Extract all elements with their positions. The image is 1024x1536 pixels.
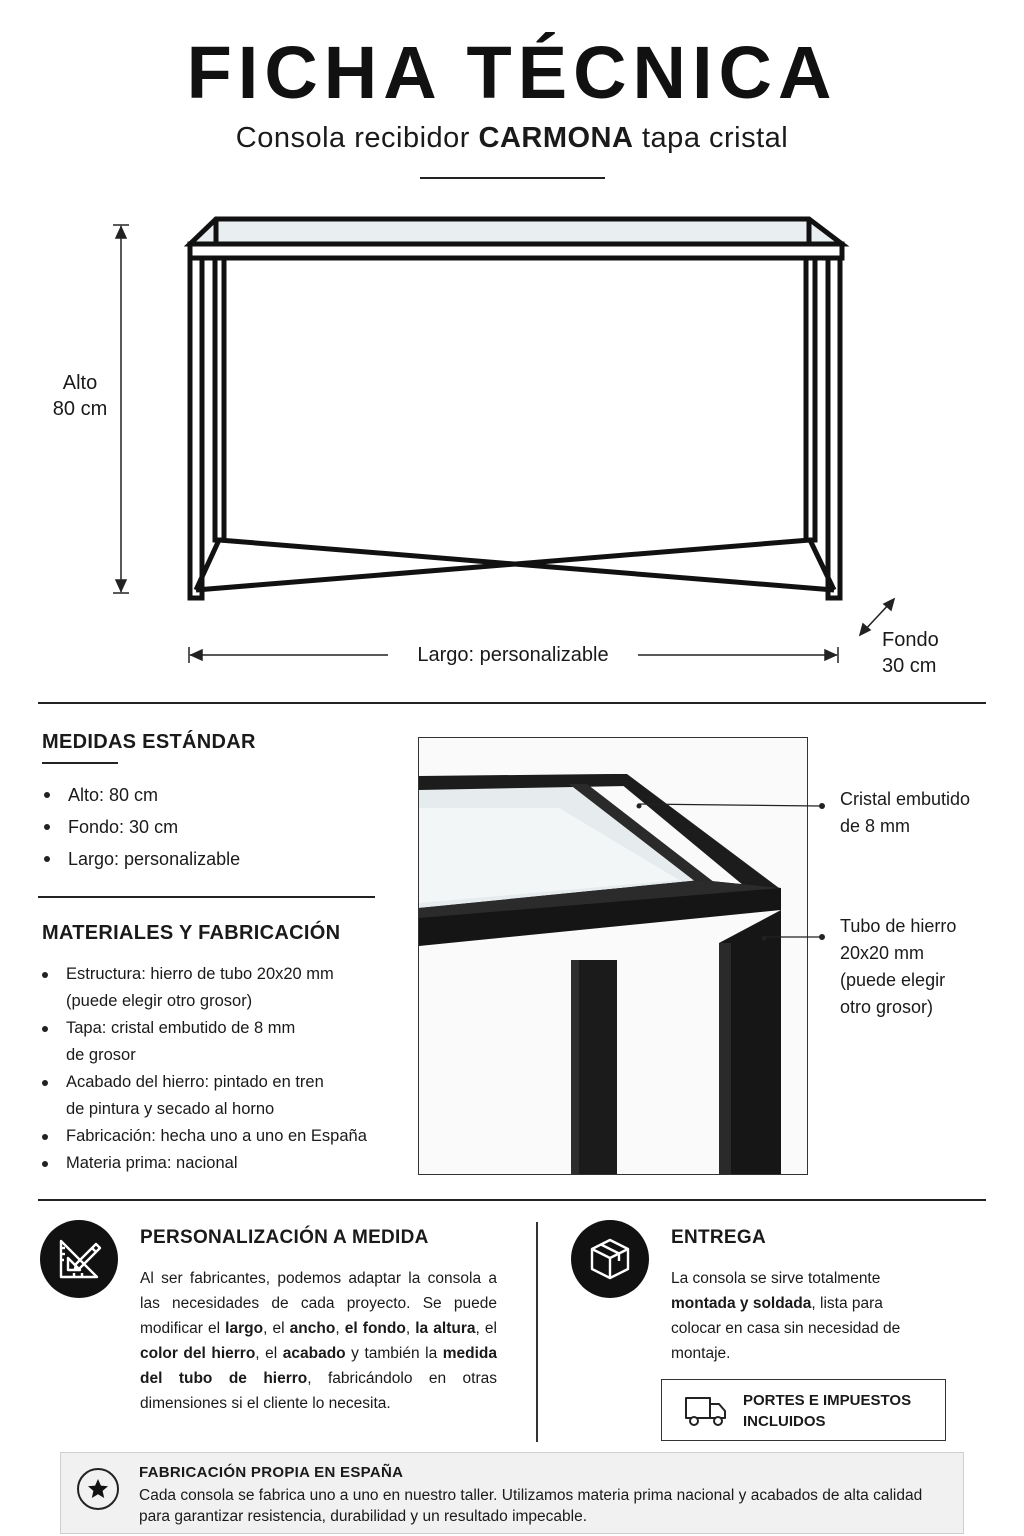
title-underline [420,177,605,179]
materiales-list [38,961,408,1177]
list-item [38,1069,408,1123]
box-icon [571,1220,649,1298]
glass-top [190,220,840,245]
ruler-pencil-icon [40,1220,118,1298]
item-line: de pintura y secado al horno [66,1100,275,1118]
star-icon [77,1468,119,1510]
item-line: (puede elegir otro grosor) [66,992,253,1010]
badge-text [743,1390,911,1432]
materiales-heading: MATERIALES Y FABRICACIÓN [42,922,341,944]
callout-line: de 8 mm [840,816,911,836]
height-label-title: Alto [62,372,98,394]
entrega-text-bold: montada y soldada [671,1295,812,1312]
callout-lines [630,790,830,950]
callout-glass [840,786,970,840]
shipping-badge [661,1379,946,1441]
item-line: de grosor [66,1046,136,1064]
list-item [38,1015,408,1069]
list-item: Largo: personalizable [40,843,370,875]
subtitle-text: Consola recibidor [235,122,470,154]
vertical-divider [536,1222,538,1442]
callout-line: 20x20 mm [840,943,925,963]
height-label [40,370,120,422]
console-frame [190,219,842,598]
item-line: Estructura: hierro de tubo 20x20 mm [66,965,334,983]
entrega-text-start: La consola se sirve totalmente [671,1270,881,1287]
list-item: Fondo: 30 cm [40,811,370,843]
callout-line: (puede elegir [840,970,946,990]
length-label: Largo: personalizable [417,644,609,666]
entrega-text-end: , lista para colocar en casa sin necesidad de montaje. [671,1295,901,1362]
truck-icon [684,1394,728,1428]
medidas-list [40,779,370,875]
callout-line: otro grosor) [840,997,934,1017]
page-title: FICHA TÉCNICA [186,31,838,114]
height-label-value: 80 cm [52,398,108,420]
footer-heading: FABRICACIÓN PROPIA EN ESPAÑA [139,1464,404,1481]
item-line: Tapa: cristal embutido de 8 mm [66,1019,296,1037]
medidas-underline [42,762,118,764]
medidas-divider [38,896,375,898]
list-item [38,961,408,1015]
callout-tube [840,913,956,1021]
page-subtitle [0,122,1024,155]
badge-line: PORTES E IMPUESTOS [743,1392,912,1409]
personalizacion-heading: PERSONALIZACIÓN A MEDIDA [140,1227,429,1248]
list-item: Materia prima: nacional [38,1150,408,1177]
list-item: Alto: 80 cm [40,779,370,811]
badge-line: INCLUIDOS [743,1413,826,1430]
callout-line: Cristal embutido [840,789,971,809]
console-drawing [0,200,1024,700]
footer-text: Cada consola se fabrica uno a uno en nuestro taller. Utilizamos materia prima nacional y acabados de alta calidad para garantizar resistencia, durabilidad y un resultado impecable. [139,1487,923,1525]
footer-box [60,1452,964,1534]
section-divider [38,702,986,704]
section-divider [38,1199,986,1201]
personalizacion-text: Al ser fabricantes, podemos adaptar la consola a las necesidades de cada proyecto. Se puede modificar el largo, el ancho, el fondo, la altura, el color del hierro, el acabado y también la medida del tubo de hierro, fabricándolo en otras dimensiones si el cliente lo necesita. [140,1270,498,1412]
item-line: Acabado del hierro: pintado en tren [66,1073,324,1091]
list-item: Fabricación: hecha uno a uno en España [38,1123,408,1150]
callout-line: Tubo de hierro [840,916,957,936]
entrega-heading: ENTREGA [671,1227,766,1248]
entrega-text [671,1266,911,1366]
depth-label-title: Fondo [882,629,939,651]
medidas-heading: MEDIDAS ESTÁNDAR [42,731,256,753]
product-name: CARMONA [478,122,634,154]
subtitle-suffix: tapa cristal [642,122,789,154]
depth-label-value: 30 cm [882,655,937,677]
depth-label [882,627,939,679]
